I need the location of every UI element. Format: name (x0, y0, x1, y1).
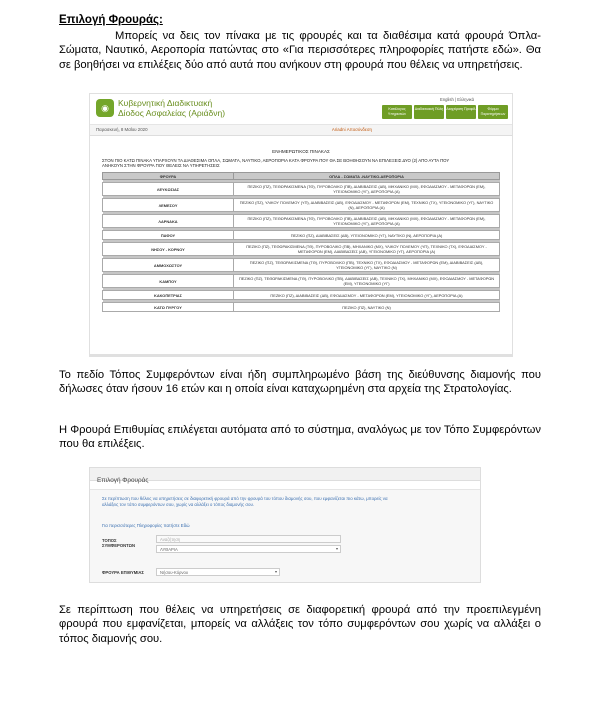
brand-line-2: Δίοδος Ασφαλείας (Αριάδνη) (118, 108, 226, 118)
topos-select-value: ΛΥΘΑΡΙΑ (160, 547, 178, 552)
section-heading: Επιλογή Φρουράς: (59, 14, 163, 26)
garrison-cell: ΚΑΜΠΟΥ (103, 275, 234, 288)
footer-strip (90, 354, 512, 356)
branches-cell: ΠΕΖΙΚΟ (ΠΖ), ΤΕΘΩΡΑΚΙΣΜΕΝΑ (ΤΘ), ΠΥΡΟΒΟΛΙΚΟ (ΠΒ), ΤΕΧΝΙΚΟ (ΤΧ), ΕΦΟΔΙΑΣΜΟΥ - ΜΕΤΑΦΟΡΩΝ (ΕΜ), ΔΙΑΒΙΒΑΣΕΙΣ (ΔΒ), ΥΓΕΙΟΝΟΜΙΚΟ (ΥΓ), ΝΑΥΤΙΚΟ (Ν) (234, 259, 500, 272)
portal-subbar (90, 125, 512, 136)
branches-cell: ΠΕΖΙΚΟ (ΠΖ), ΤΕΘΩΡΑΚΙΣΜΕΝΑ (ΤΘ), ΠΥΡΟΒΟΛΙΚΟ (ΠΒ), ΔΙΑΒΙΒΑΣΕΙΣ (ΔΒ), ΜΗΧΑΝΙΚΟ (ΜΧ), ΕΦΟΔΙΑΣΜΟΥ - ΜΕΤΑΦΟΡΩΝ (ΕΜ), ΥΓΕΙΟΝΟΜΙΚΟ (ΥΓ), ΑΕΡΟΠΟΡΙΑ (Α) (234, 183, 500, 196)
chevron-down-icon: ▾ (274, 569, 277, 574)
table-row (103, 215, 500, 228)
portal-nav (382, 105, 508, 119)
nav-feedback-button[interactable]: Φόρμα Παρατηρήσεων (478, 105, 508, 119)
table-row (103, 231, 500, 240)
branches-cell: ΠΕΖΙΚΟ (ΠΖ), ΥΛΙΚΟΥ ΠΟΛΕΜΟΥ (ΥΠ), ΔΙΑΒΙΒΑΣΕΙΣ (ΔΒ), ΕΦΟΔΙΑΣΜΟΥ - ΜΕΤΑΦΟΡΩΝ (ΕΜ), ΤΕΧΝΙΚΟ (ΤΧ), ΥΓΕΙΟΝΟΜΙΚΟ (ΥΓ), ΝΑΥΤΙΚΟ (Ν), ΑΕΡΟΠΟΡΙΑ (Α) (234, 199, 500, 212)
chevron-down-icon: ▾ (335, 546, 338, 551)
nav-portal-button[interactable]: Διαδικτυακή Πύλη (414, 105, 444, 119)
label-topos-line1: ΤΟΠΟΣ (102, 538, 117, 543)
table-row (103, 303, 500, 312)
form-info-text: Σε περίπτωση που θέλεις να υπηρετήσεις σε διαφορετική φρουρά από την φρουρά του τόπου διαμονής σου, που εμφανίζεται πιο κάτω, μπορείς να αλλάξεις τον τόπο συμφερόντων σου, χωρίς να αλλάξει ο τόπος διαμονής σου. (102, 496, 388, 508)
paragraph-intro: Μπορείς να δεις τον πίνακα με τις φρουρές και τα διαθέσιμα κατά φρουρά Όπλα-Σώματα, Ναυτικό, Αεροπορία πατώντας στο «Για περισσότερες πληροφορίες πατήστε εδώ». Θα σε βοηθήσει να επιλέξεις δύο από αυτά που ανήκουν στη φρουρά που θέλεις να υπηρετήσεις. (59, 30, 541, 71)
table-row (103, 275, 500, 288)
garrison-cell: ΚΑΤΩ ΠΥΡΓΟΥ (103, 303, 234, 312)
brand-line-1: Κυβερνητική Διαδικτυακή (118, 98, 213, 108)
info-table-intro: ΣΤΟΝ ΠΙΟ ΚΑΤΩ ΠΙΝΑΚΑ ΥΠΑΡΧΟΥΝ ΤΑ ΔΙΑΘΕΣΙΜΑ ΟΠΛΑ, ΣΩΜΑΤΑ, ΝΑΥΤΙΚΟ, ΑΕΡΟΠΟΡΙΑ ΚΑΤΑ ΦΡΟΥΡΑ ΠΟΥ ΘΑ ΣΕ ΒΟΗΘΗΣΟΥΝ ΝΑ ΕΠΙΛΕΞΕΙΣ ΔΥΟ (2) ΑΠΟ ΑΥΤΑ ΠΟΥ ΑΝΗΚΟΥΝ ΣΤΗΝ ΦΡΟΥΡΑ ΠΟΥ ΘΕΛΕΙΣ ΝΑ ΥΠΗΡΕΤΗΣΕΙΣ (102, 158, 450, 169)
froura-select[interactable] (156, 568, 280, 576)
garrison-cell: ΚΑΚΟΠΕΤΡΙΑΣ (103, 291, 234, 300)
ariadni-logo-icon: ◉ (96, 99, 114, 117)
garrison-form (90, 489, 480, 582)
branches-cell: ΠΕΖΙΚΟ (ΠΖ), ΤΕΘΩΡΑΚΙΣΜΕΝΑ (ΤΘ), ΠΥΡΟΒΟΛΙΚΟ (ΠΒ), ΔΙΑΒΙΒΑΣΕΙΣ (ΔΒ), ΜΗΧΑΝΙΚΟ (ΜΧ), ΕΦΟΔΙΑΣΜΟΥ - ΜΕΤΑΦΟΡΩΝ (ΕΜ), ΥΓΕΙΟΝΟΜΙΚΟ (ΥΓ), ΑΕΡΟΠΟΡΙΑ (Α) (234, 215, 500, 228)
info-table-panel (90, 136, 512, 352)
branches-cell: ΠΕΖΙΚΟ (ΠΖ), ΔΙΑΒΙΒΑΣΕΙΣ (ΔΒ), ΥΓΕΙΟΝΟΜΙΚΟ (ΥΓ), ΝΑΥΤΙΚΟ (Ν), ΑΕΡΟΠΟΡΙΑ (Α) (234, 231, 500, 240)
garrison-cell: ΛΑΡΝΑΚΑ (103, 215, 234, 228)
nav-services-button[interactable]: Κατάλογος Υπηρεσιών (382, 105, 412, 119)
garrison-cell: ΠΑΦΟΥ (103, 231, 234, 240)
froura-select-value: Νήσου-Κόρνου (160, 570, 189, 575)
panel-title: Επιλογή Φρουράς (97, 477, 149, 484)
table-row (103, 243, 500, 256)
column-header-branches: ΟΠΛΑ - ΣΩΜΑΤΑ -ΝΑΥΤΙΚΟ-ΑΕΡΟΠΟΡΙΑ (234, 173, 500, 180)
branches-cell: ΠΕΖΙΚΟ (ΠΖ), ΤΕΘΩΡΑΚΙΣΜΕΝΑ (ΤΘ), ΠΥΡΟΒΟΛΙΚΟ (ΠΒ), ΜΗΧΑΝΙΚΟ (ΜΧ), ΥΛΙΚΟΥ ΠΟΛΕΜΟΥ (ΥΠ), ΤΕΧΝΙΚΟ (ΤΧ), ΕΦΟΔΙΑΣΜΟΥ - ΜΕΤΑΦΟΡΩΝ (ΕΜ), ΔΙΑΒΙΒΑΣΕΙΣ (ΔΒ), ΥΓΕΙΟΝΟΜΙΚΟ (ΥΓ), ΑΕΡΟΠΟΡΙΑ (Α) (234, 243, 500, 256)
user-logout-link[interactable]: Ariadni Αποσύνδεση (331, 127, 372, 132)
paragraph-froura: Η Φρουρά Επιθυμίας επιλέγεται αυτόματα από το σύστημα, αναλόγως με τον Τόπο Συμφερόντων που θα επιλέξεις. (59, 424, 541, 451)
garrison-selection-screenshot (89, 467, 481, 583)
nav-profile-button[interactable]: Διαχείριση Προφίλ (446, 105, 476, 119)
panel-top-bar (90, 468, 480, 481)
info-table-title: ΕΝΗΜΕΡΩΤΙΚΟΣ ΠΙΝΑΚΑΣ (272, 149, 330, 154)
garrison-cell: ΛΕΜΕΣΟΥ (103, 199, 234, 212)
column-header-garrison: ΦΡΟΥΡΑ (103, 173, 234, 180)
current-date: Παρασκευή, 8 Μαΐου 2020 (96, 127, 148, 132)
branches-cell: ΠΕΖΙΚΟ (ΠΖ), ΝΑΥΤΙΚΟ (Ν) (234, 303, 500, 312)
label-topos (102, 538, 135, 548)
branches-cell: ΠΕΖΙΚΟ (ΠΖ), ΤΕΘΩΡΑΚΙΣΜΕΝΑ (ΤΘ), ΠΥΡΟΒΟΛΙΚΟ (ΠΒ), ΔΙΑΒΙΒΑΣΕΙΣ (ΔΒ), ΤΕΧΝΙΚΟ (ΤΧ), ΜΗΧΑΝΙΚΟ (ΜΧ), ΕΦΟΔΙΑΣΜΟΥ - ΜΕΤΑΦΟΡΩΝ (ΕΜ), ΥΓΕΙΟΝΟΜΙΚΟ (ΥΓ) (234, 275, 500, 288)
more-info-link[interactable]: Για περισσότερες Πληροφορίες πατήστε Εδώ (102, 523, 190, 528)
portal-header (90, 94, 512, 125)
garrison-cell: ΛΕΥΚΩΣΙΑΣ (103, 183, 234, 196)
topos-search-input[interactable]: Αναζήτηση (156, 535, 341, 543)
table-row (103, 199, 500, 212)
label-froura: ΦΡΟΥΡΑ ΕΠΙΘΥΜΙΑΣ (102, 570, 144, 575)
table-row (103, 291, 500, 300)
garrison-cell: ΝΗΣΟΥ - ΚΟΡΝΟΥ (103, 243, 234, 256)
paragraph-topos: Το πεδίο Τόπος Συμφερόντων είναι ήδη συμπληρωμένο βάση της διεύθυνσης διαμονής που δήλωσες όταν ήσουν 16 ετών και η οποία είναι καταχωρημένη στα αρχεία της Στρατολογίας. (59, 369, 541, 396)
language-switch[interactable]: English | Ελληνικά (440, 97, 474, 102)
branches-cell: ΠΕΖΙΚΟ (ΠΖ), ΔΙΑΒΙΒΑΣΕΙΣ (ΔΒ), ΕΦΟΔΙΑΣΜΟΥ - ΜΕΤΑΦΟΡΩΝ (ΕΜ), ΥΓΕΙΟΝΟΜΙΚΟ (ΥΓ), ΑΕΡΟΠΟΡΙΑ (Α) (234, 291, 500, 300)
ariadni-table-screenshot (89, 93, 513, 357)
table-row (103, 183, 500, 196)
garrison-cell: ΑΜΜΟΧΩΣΤΟΥ (103, 259, 234, 272)
paragraph-change: Σε περίπτωση που θέλεις να υπηρετήσεις σε διαφορετική φρουρά από την προεπιλεγμένη φρουρά που εμφανίζεται, μπορείς να αλλάξεις τον τόπο συμφερόντων σου χωρίς να αλλάξει ο τόπος διαμονής σου. (59, 604, 541, 645)
table-row (103, 259, 500, 272)
garrison-table (102, 172, 500, 312)
label-topos-line2: ΣΥΜΦΕΡΟΝΤΩΝ (102, 543, 135, 548)
topos-select[interactable] (156, 545, 341, 553)
